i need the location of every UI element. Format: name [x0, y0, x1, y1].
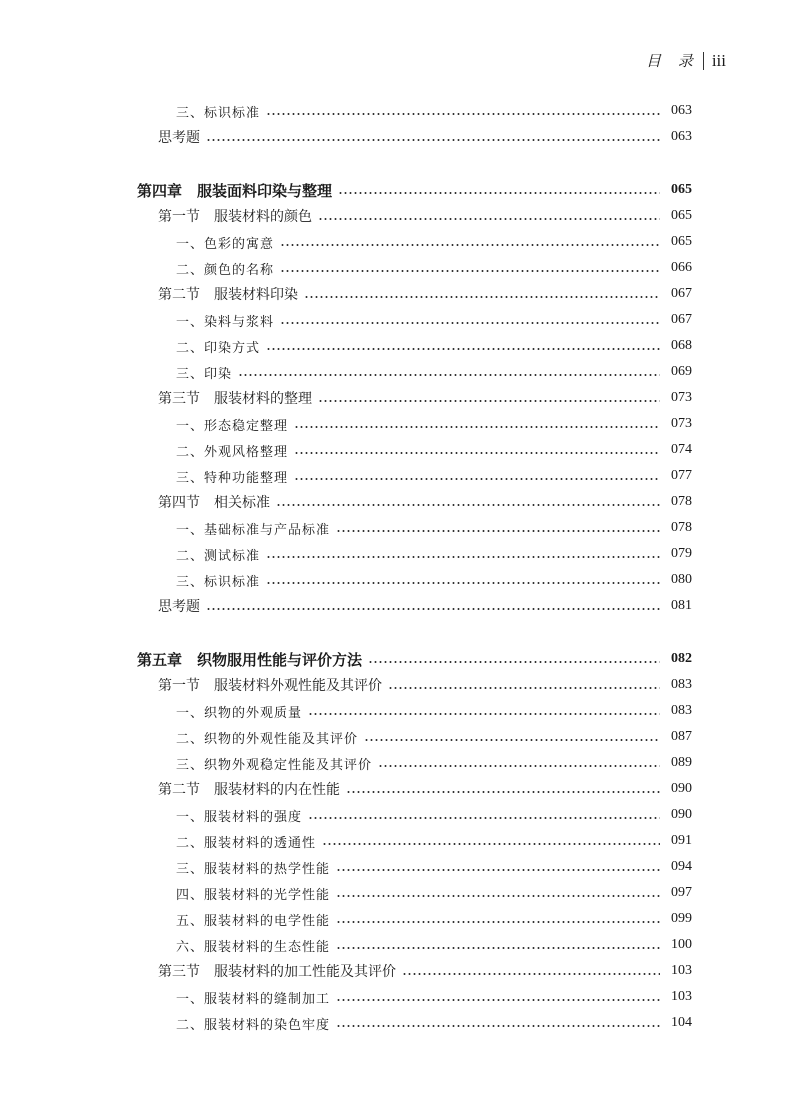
dot-leader — [294, 426, 660, 428]
toc-section[interactable] — [0, 673, 790, 697]
dot-leader — [336, 530, 660, 532]
toc-subsection[interactable] — [0, 516, 790, 540]
toc-entry-label: 第五章 织物服用性能与评价方法 — [137, 650, 363, 669]
toc-section[interactable] — [0, 204, 790, 228]
toc-entry-page: 073 — [671, 390, 692, 405]
dot-leader — [336, 869, 660, 871]
dot-leader — [336, 1025, 660, 1027]
toc-entry-label: 一、色彩的寓意 — [176, 236, 275, 252]
toc-entry-label: 第三节 服装材料的整理 — [158, 391, 312, 407]
toc-section[interactable] — [0, 386, 790, 410]
dot-leader — [276, 504, 660, 506]
toc-entry-page: 069 — [671, 364, 692, 379]
toc-section[interactable] — [0, 490, 790, 514]
dot-leader — [318, 218, 660, 220]
toc-entry-page: 067 — [671, 312, 692, 327]
toc-entry-label: 一、织物的外观质量 — [176, 705, 303, 721]
dot-leader — [280, 244, 660, 246]
toc-chapter[interactable] — [0, 647, 790, 671]
toc-entry-page: 082 — [671, 651, 692, 666]
toc-entry-page: 078 — [671, 520, 692, 535]
toc-entry-label: 第三节 服装材料的加工性能及其评价 — [158, 964, 396, 980]
toc-section[interactable] — [0, 959, 790, 983]
toc-entry-page: 103 — [671, 963, 692, 978]
toc-entry-label: 一、基础标准与产品标准 — [176, 522, 331, 538]
toc-entry-page: 077 — [671, 468, 692, 483]
toc-entry-label: 一、形态稳定整理 — [176, 418, 289, 434]
toc-entry-label: 三、标识标准 — [176, 574, 261, 590]
toc-entry-label: 一、服装材料的强度 — [176, 809, 303, 825]
toc-entry-label: 第一节 服装材料的颜色 — [158, 209, 312, 225]
toc-entry-page: 063 — [671, 129, 692, 144]
toc-entry-page: 063 — [671, 103, 692, 118]
toc-entry-label: 四、服装材料的光学性能 — [176, 887, 331, 903]
toc-entry-page: 099 — [671, 911, 692, 926]
dot-leader — [304, 296, 660, 298]
toc-entry-page: 103 — [671, 989, 692, 1004]
toc-entry-page: 080 — [671, 572, 692, 587]
dot-leader — [266, 113, 660, 115]
toc-entry-label: 二、测试标准 — [176, 548, 261, 564]
dot-leader — [346, 791, 660, 793]
dot-leader — [336, 921, 660, 923]
toc-chapter[interactable] — [0, 178, 790, 202]
dot-leader — [388, 687, 660, 689]
toc-entry-label: 思考题 — [158, 599, 200, 615]
toc-entry-page: 083 — [671, 703, 692, 718]
dot-leader — [266, 348, 660, 350]
toc-subsection[interactable] — [0, 803, 790, 827]
toc-entry-page: 090 — [671, 781, 692, 796]
toc-entry-label: 第四节 相关标准 — [158, 495, 270, 511]
toc-entry-page: 065 — [671, 234, 692, 249]
toc-entry-page: 083 — [671, 677, 692, 692]
toc-subsection[interactable] — [0, 1011, 790, 1035]
toc-subsection[interactable] — [0, 881, 790, 905]
toc-entry-label: 三、印染 — [176, 366, 233, 382]
toc-entry-page: 074 — [671, 442, 692, 457]
toc-section[interactable] — [0, 777, 790, 801]
header-page-number: iii — [711, 50, 726, 70]
toc-entry-page: 078 — [671, 494, 692, 509]
toc-entry-label: 二、服装材料的染色牢度 — [176, 1017, 331, 1033]
toc-entry-label: 六、服装材料的生态性能 — [176, 939, 331, 955]
toc-subsection[interactable] — [0, 751, 790, 775]
toc-subsection[interactable] — [0, 360, 790, 384]
dot-leader — [318, 400, 660, 402]
toc-entry-label: 二、颜色的名称 — [176, 262, 275, 278]
toc-entry-page: 073 — [671, 416, 692, 431]
dot-leader — [378, 765, 660, 767]
dot-leader — [266, 556, 660, 558]
toc-entry-label: 第二节 服装材料印染 — [158, 287, 298, 303]
dot-leader — [308, 817, 660, 819]
dot-leader — [206, 608, 660, 610]
dot-leader — [322, 843, 660, 845]
toc-subsection[interactable] — [0, 933, 790, 957]
running-header — [646, 50, 726, 71]
toc-subsection[interactable] — [0, 464, 790, 488]
toc-subsection[interactable] — [0, 542, 790, 566]
toc-entry-label: 第四章 服装面料印染与整理 — [137, 181, 333, 200]
toc-entry-label: 二、外观风格整理 — [176, 444, 289, 460]
toc-subsection[interactable] — [0, 230, 790, 254]
toc-subsection[interactable] — [0, 725, 790, 749]
toc-section[interactable] — [0, 594, 790, 618]
toc-entry-label: 思考题 — [158, 130, 200, 146]
toc-entry-page: 079 — [671, 546, 692, 561]
toc-entry-label: 三、服装材料的热学性能 — [176, 861, 331, 877]
dot-leader — [238, 374, 660, 376]
dot-leader — [294, 478, 660, 480]
dot-leader — [338, 192, 660, 194]
toc-entry-label: 二、印染方式 — [176, 340, 261, 356]
toc-entry-page: 090 — [671, 807, 692, 822]
dot-leader — [206, 139, 660, 141]
toc-entry-page: 104 — [671, 1015, 692, 1030]
header-title: 目 录 — [646, 52, 699, 70]
toc-entry-page: 065 — [671, 208, 692, 223]
toc-entry-label: 三、标识标准 — [176, 105, 261, 121]
dot-leader — [308, 713, 660, 715]
toc-entry-label: 三、织物外观稳定性能及其评价 — [176, 757, 373, 773]
dot-leader — [336, 895, 660, 897]
toc-entry-label: 第一节 服装材料外观性能及其评价 — [158, 678, 382, 694]
toc-entry-page: 094 — [671, 859, 692, 874]
toc-entry-label: 五、服装材料的电学性能 — [176, 913, 331, 929]
toc-section[interactable] — [0, 282, 790, 306]
toc-entry-label: 二、织物的外观性能及其评价 — [176, 731, 359, 747]
toc-section[interactable] — [0, 125, 790, 149]
dot-leader — [336, 999, 660, 1001]
toc-entry-page: 068 — [671, 338, 692, 353]
dot-leader — [336, 947, 660, 949]
toc-entry-page: 081 — [671, 598, 692, 613]
toc-entry-label: 三、特种功能整理 — [176, 470, 289, 486]
dot-leader — [364, 739, 660, 741]
toc-subsection[interactable] — [0, 829, 790, 853]
toc-entry-page: 087 — [671, 729, 692, 744]
toc-subsection[interactable] — [0, 699, 790, 723]
toc-entry-label: 一、染料与浆料 — [176, 314, 275, 330]
toc-subsection[interactable] — [0, 438, 790, 462]
dot-leader — [266, 582, 660, 584]
toc-entry-page: 100 — [671, 937, 692, 952]
toc-entry-label: 第二节 服装材料的内在性能 — [158, 782, 340, 798]
dot-leader — [280, 270, 660, 272]
toc-subsection[interactable] — [0, 99, 790, 123]
toc-subsection[interactable] — [0, 855, 790, 879]
dot-leader — [368, 661, 660, 663]
toc-subsection[interactable] — [0, 985, 790, 1009]
toc-subsection[interactable] — [0, 256, 790, 280]
toc-entry-page: 097 — [671, 885, 692, 900]
dot-leader — [294, 452, 660, 454]
toc-entry-page: 066 — [671, 260, 692, 275]
toc-entry-page: 067 — [671, 286, 692, 301]
toc-entry-label: 一、服装材料的缝制加工 — [176, 991, 331, 1007]
toc-subsection[interactable] — [0, 412, 790, 436]
header-divider — [703, 52, 704, 70]
toc-subsection[interactable] — [0, 907, 790, 931]
toc-entry-page: 091 — [671, 833, 692, 848]
toc-subsection[interactable] — [0, 334, 790, 358]
dot-leader — [280, 322, 660, 324]
toc-entry-page: 065 — [671, 182, 692, 197]
toc-subsection[interactable] — [0, 308, 790, 332]
dot-leader — [402, 973, 660, 975]
toc-subsection[interactable] — [0, 568, 790, 592]
toc-entry-label: 二、服装材料的透通性 — [176, 835, 317, 851]
toc-entry-page: 089 — [671, 755, 692, 770]
